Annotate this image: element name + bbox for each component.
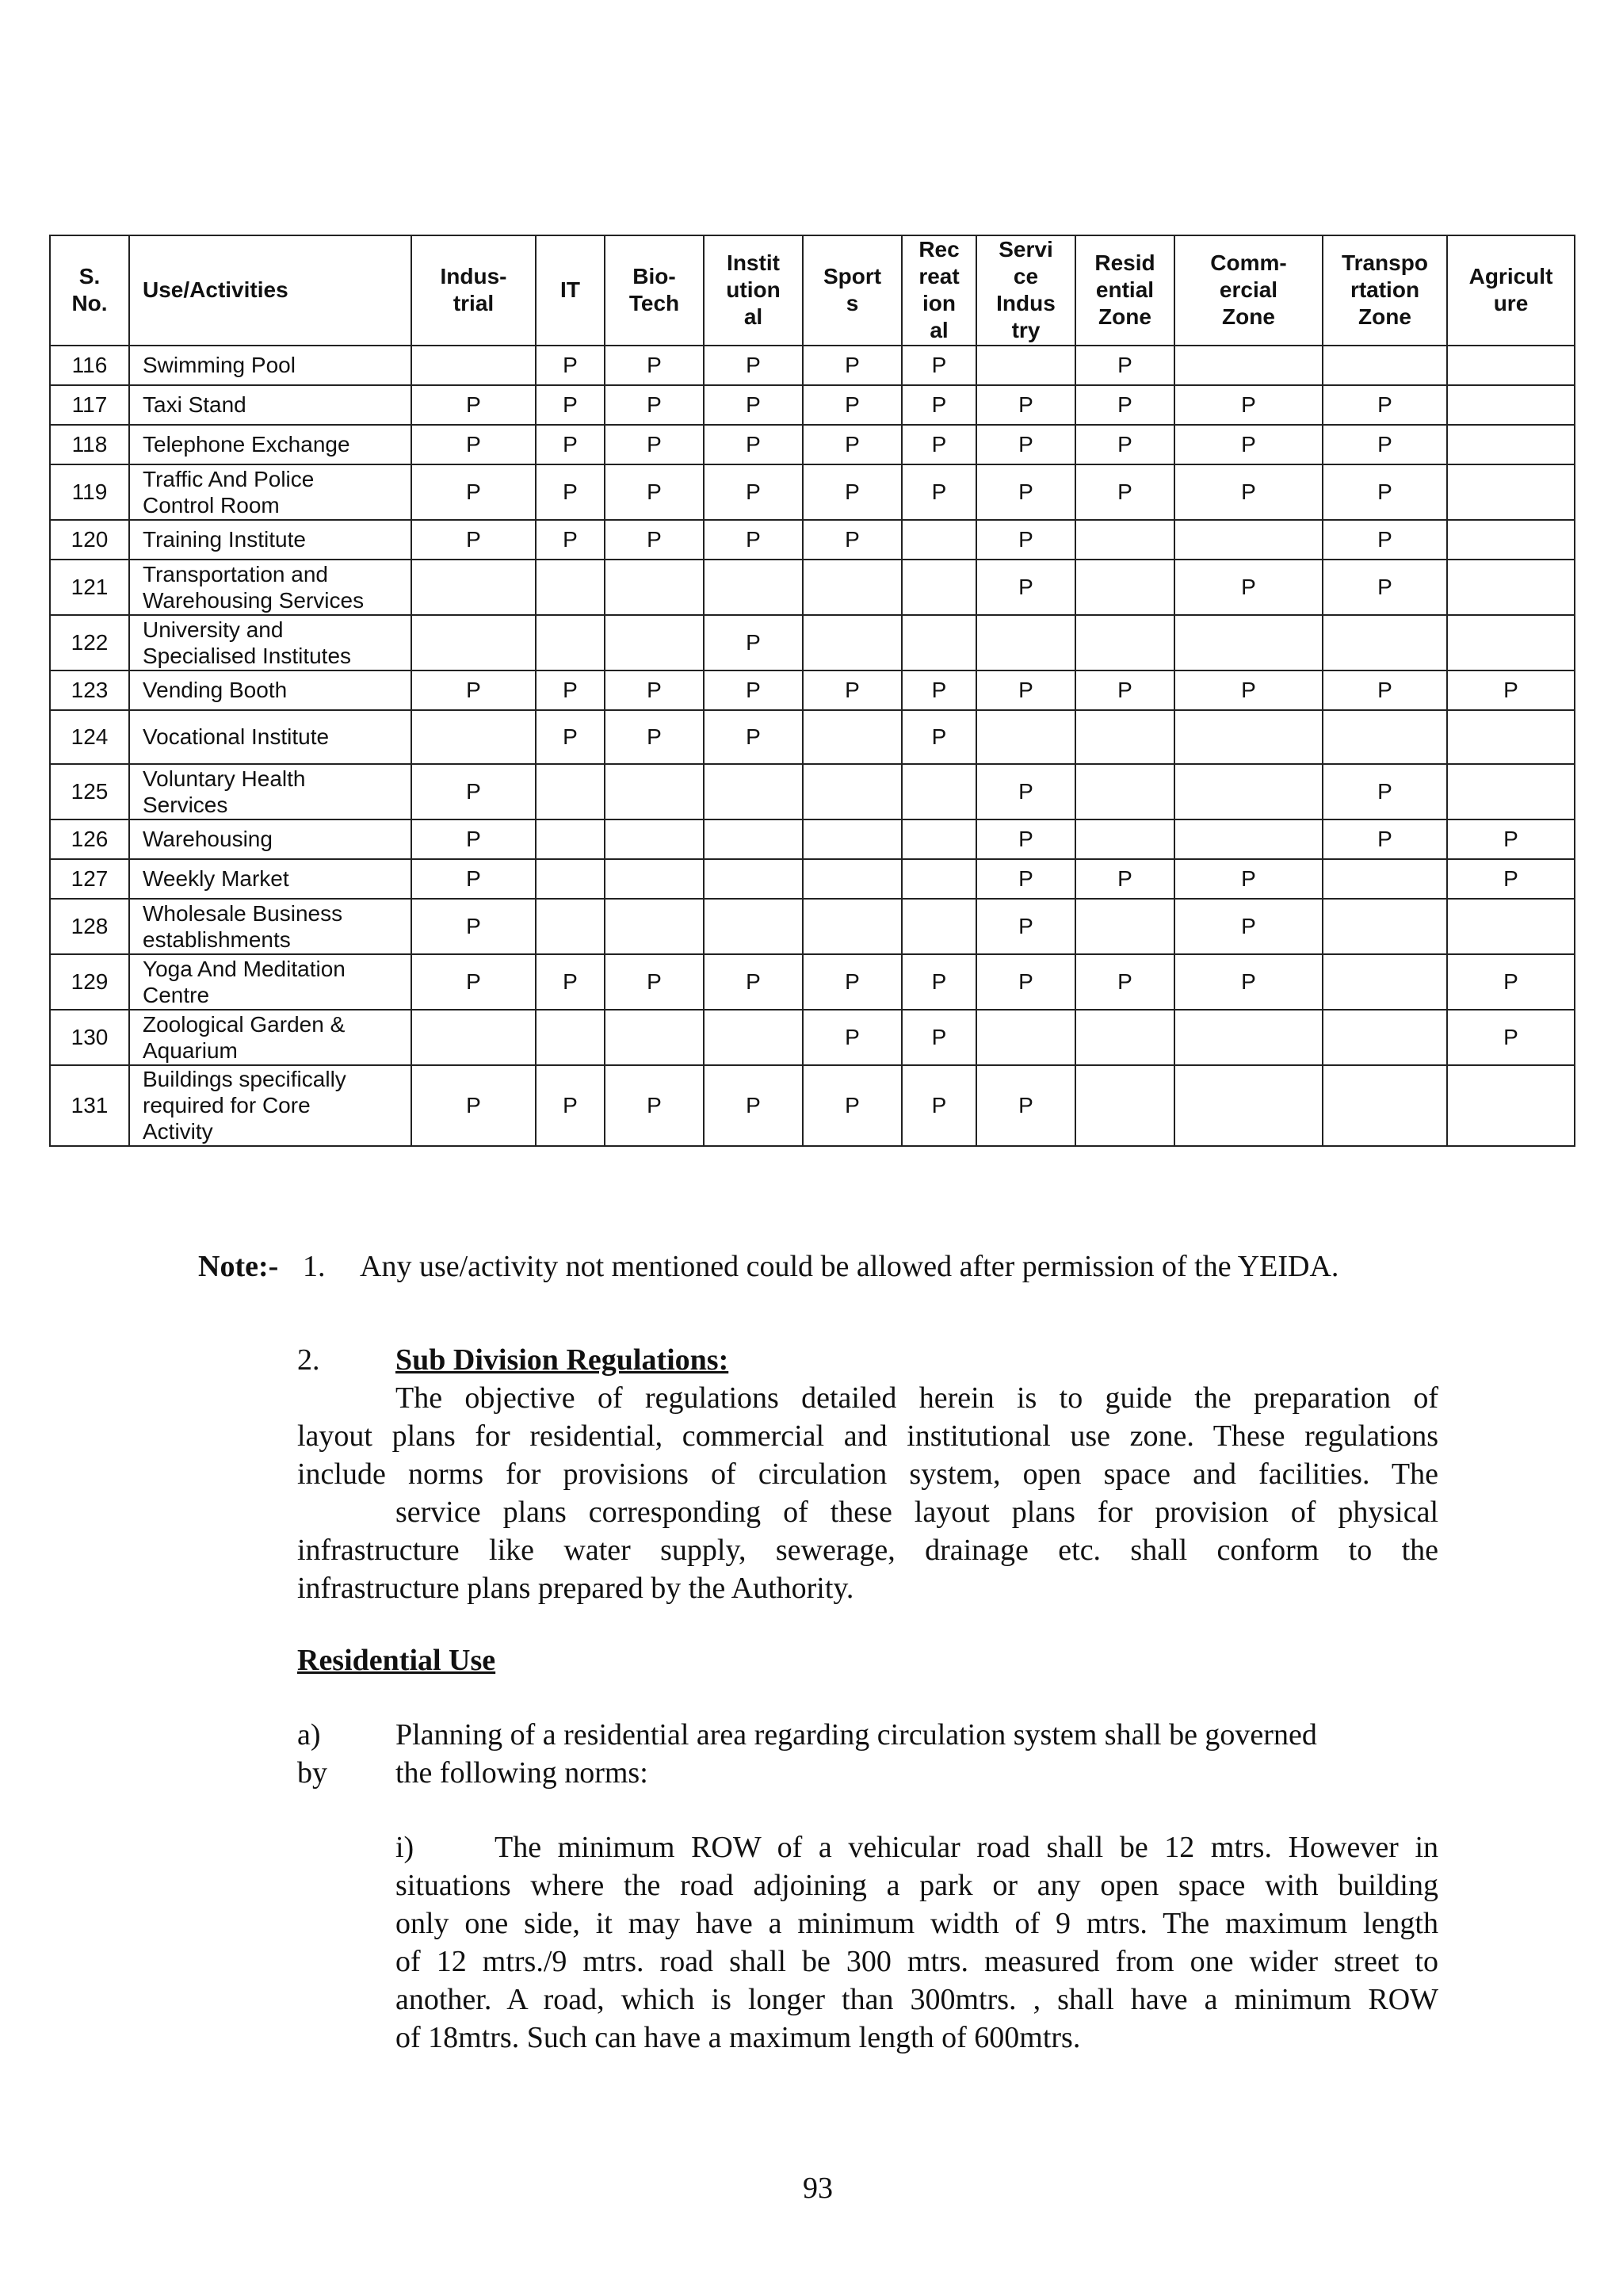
activity-cell: Training Institute <box>129 520 411 560</box>
paragraph-line: include norms for provisions of circulation system, open space and facilities. The <box>297 1457 1438 1491</box>
column-header: Bio- Tech <box>605 235 704 346</box>
permission-cell: P <box>605 464 704 520</box>
activity-cell: Voluntary Health Services <box>129 764 411 819</box>
permission-cell: P <box>803 464 902 520</box>
permission-cell: P <box>976 859 1075 899</box>
paragraph-line: infrastructure like water supply, sewerage, drainage etc. shall conform to the <box>297 1534 1438 1567</box>
permission-cell <box>1075 819 1174 859</box>
activity-cell: Warehousing <box>129 819 411 859</box>
permission-cell <box>803 819 902 859</box>
permission-cell: P <box>1174 670 1323 710</box>
permission-cell: P <box>803 670 902 710</box>
note-item-1-text: Any use/activity not mentioned could be allowed after permission of the YEIDA. <box>360 1250 1339 1283</box>
permission-cell: P <box>976 425 1075 464</box>
permission-cell: P <box>902 385 976 425</box>
permission-cell: P <box>1174 560 1323 615</box>
permission-cell: P <box>704 520 803 560</box>
column-header: Instit ution al <box>704 235 803 346</box>
activity-cell: Vending Booth <box>129 670 411 710</box>
activity-cell: Buildings specifically required for Core Activity <box>129 1065 411 1146</box>
serial-number-cell: 119 <box>50 464 129 520</box>
permission-cell: P <box>902 1065 976 1146</box>
permission-cell: P <box>411 464 536 520</box>
activity-cell: Vocational Institute <box>129 710 411 764</box>
column-header: Use/Activities <box>129 235 411 346</box>
permission-cell: P <box>1174 464 1323 520</box>
permission-cell: P <box>605 425 704 464</box>
permission-cell <box>536 615 605 670</box>
activity-cell: Taxi Stand <box>129 385 411 425</box>
table-row <box>50 346 1575 385</box>
activity-cell: Zoological Garden & Aquarium <box>129 1010 411 1065</box>
permission-cell <box>902 899 976 954</box>
permission-cell: P <box>803 425 902 464</box>
permission-cell: P <box>902 1010 976 1065</box>
serial-number-cell: 131 <box>50 1065 129 1146</box>
permission-cell <box>1174 615 1323 670</box>
permission-cell <box>1323 710 1447 764</box>
serial-number-cell: 129 <box>50 954 129 1010</box>
permission-cell: P <box>976 560 1075 615</box>
activity-cell: Traffic And Police Control Room <box>129 464 411 520</box>
permission-cell: P <box>605 385 704 425</box>
table-row <box>50 560 1575 615</box>
permission-cell <box>803 615 902 670</box>
permission-cell: P <box>1447 819 1575 859</box>
permission-cell <box>1323 1065 1447 1146</box>
item-i-line: of 18mtrs. Such can have a maximum length of 600mtrs. <box>395 2021 1081 2054</box>
serial-number-cell: 120 <box>50 520 129 560</box>
permission-cell <box>902 520 976 560</box>
permission-cell: P <box>976 819 1075 859</box>
permission-cell <box>1174 819 1323 859</box>
item-i-line: of 12 mtrs./9 mtrs. road shall be 300 mtrs. measured from one wider street to <box>395 1945 1438 1978</box>
permission-cell <box>411 560 536 615</box>
permission-cell: P <box>1075 954 1174 1010</box>
item-a-label-continued: by <box>297 1756 327 1790</box>
column-header: Transpo rtation Zone <box>1323 235 1447 346</box>
paragraph-line: service plans corresponding of these layout plans for provision of physical <box>395 1496 1438 1529</box>
table-row <box>50 859 1575 899</box>
permission-cell: P <box>803 520 902 560</box>
permission-cell: P <box>902 346 976 385</box>
serial-number-cell: 124 <box>50 710 129 764</box>
page-number: 93 <box>803 2172 833 2205</box>
item-i-line: situations where the road adjoining a park or any open space with building <box>395 1869 1438 1902</box>
table-row <box>50 385 1575 425</box>
permission-cell <box>976 615 1075 670</box>
permission-cell <box>1323 954 1447 1010</box>
permission-cell: P <box>1447 1010 1575 1065</box>
item-i-line: only one side, it may have a minimum width of 9 mtrs. The maximum length <box>395 1907 1438 1940</box>
permission-cell: P <box>411 954 536 1010</box>
permission-cell <box>704 1010 803 1065</box>
permission-cell <box>704 859 803 899</box>
permission-cell <box>536 899 605 954</box>
permission-cell: P <box>902 425 976 464</box>
permission-cell: P <box>1323 819 1447 859</box>
table-row <box>50 1065 1575 1146</box>
permission-cell: P <box>1075 425 1174 464</box>
permission-cell: P <box>704 615 803 670</box>
permission-cell <box>411 1010 536 1065</box>
permission-cell <box>902 764 976 819</box>
item-a-label: a) <box>297 1718 321 1752</box>
item-i-line: The minimum ROW of a vehicular road shall be 12 mtrs. However in <box>495 1831 1438 1864</box>
permission-cell: P <box>704 670 803 710</box>
permission-cell <box>605 819 704 859</box>
activity-cell: Transportation and Warehousing Services <box>129 560 411 615</box>
activity-cell: Swimming Pool <box>129 346 411 385</box>
permission-cell <box>1174 1065 1323 1146</box>
permission-cell: P <box>536 1065 605 1146</box>
permission-cell <box>1075 710 1174 764</box>
permission-cell: P <box>1174 425 1323 464</box>
table-row <box>50 670 1575 710</box>
permission-cell: P <box>411 1065 536 1146</box>
permission-cell: P <box>1075 670 1174 710</box>
permission-cell <box>1447 764 1575 819</box>
permission-cell: P <box>1075 385 1174 425</box>
permission-cell: P <box>605 346 704 385</box>
serial-number-cell: 122 <box>50 615 129 670</box>
column-header: IT <box>536 235 605 346</box>
permission-cell: P <box>1174 899 1323 954</box>
table-row <box>50 764 1575 819</box>
permission-cell: P <box>536 670 605 710</box>
permission-cell <box>1174 346 1323 385</box>
permission-cell: P <box>1323 560 1447 615</box>
permission-cell: P <box>1174 954 1323 1010</box>
table-row <box>50 464 1575 520</box>
permission-cell <box>536 764 605 819</box>
permission-cell <box>605 764 704 819</box>
table-row <box>50 899 1575 954</box>
permission-cell <box>1075 1065 1174 1146</box>
permission-cell: P <box>704 464 803 520</box>
permission-cell <box>1075 520 1174 560</box>
permission-cell <box>1174 710 1323 764</box>
permission-cell <box>902 859 976 899</box>
sub-division-heading: Sub Division Regulations: <box>395 1343 729 1377</box>
permission-cell: P <box>704 710 803 764</box>
permission-cell: P <box>1323 670 1447 710</box>
permission-cell <box>704 764 803 819</box>
permission-cell: P <box>1174 385 1323 425</box>
permission-cell <box>1323 899 1447 954</box>
permission-cell: P <box>1323 464 1447 520</box>
permission-cell: P <box>1323 425 1447 464</box>
column-header: Indus- trial <box>411 235 536 346</box>
permission-cell: P <box>1447 859 1575 899</box>
paragraph-line: infrastructure plans prepared by the Authority. <box>297 1572 854 1605</box>
permission-cell: P <box>976 464 1075 520</box>
permission-cell: P <box>704 346 803 385</box>
permission-cell <box>1075 615 1174 670</box>
permission-cell: P <box>605 670 704 710</box>
permission-cell <box>803 560 902 615</box>
permission-cell <box>803 764 902 819</box>
permission-cell: P <box>704 954 803 1010</box>
column-header: Resid ential Zone <box>1075 235 1174 346</box>
permission-cell <box>803 899 902 954</box>
paragraph-line: The objective of regulations detailed herein is to guide the preparation of <box>395 1381 1438 1415</box>
permission-cell: P <box>411 670 536 710</box>
permission-cell <box>605 560 704 615</box>
permission-cell <box>1447 560 1575 615</box>
permission-cell <box>1075 764 1174 819</box>
permission-cell: P <box>1447 954 1575 1010</box>
permission-cell: P <box>803 346 902 385</box>
serial-number-cell: 116 <box>50 346 129 385</box>
activity-cell: Wholesale Business establishments <box>129 899 411 954</box>
permission-cell: P <box>976 764 1075 819</box>
serial-number-cell: 128 <box>50 899 129 954</box>
permission-cell <box>1323 1010 1447 1065</box>
activity-cell: Weekly Market <box>129 859 411 899</box>
permission-cell: P <box>536 520 605 560</box>
activity-cell: Yoga And Meditation Centre <box>129 954 411 1010</box>
permission-cell: P <box>605 954 704 1010</box>
permission-cell: P <box>976 1065 1075 1146</box>
permission-cell <box>605 859 704 899</box>
permission-cell <box>411 710 536 764</box>
table-row <box>50 615 1575 670</box>
permission-cell: P <box>976 670 1075 710</box>
permission-cell <box>1075 1010 1174 1065</box>
permission-cell: P <box>1323 385 1447 425</box>
permission-cell <box>902 819 976 859</box>
permission-cell <box>704 899 803 954</box>
permission-cell <box>1447 710 1575 764</box>
table-row <box>50 819 1575 859</box>
table-header-row <box>50 235 1575 346</box>
permission-cell: P <box>536 464 605 520</box>
permission-cell: P <box>1075 464 1174 520</box>
item-a-line: Planning of a residential area regarding circulation system shall be governed <box>395 1718 1317 1752</box>
permission-cell <box>1447 520 1575 560</box>
permission-cell <box>1174 520 1323 560</box>
permission-cell <box>536 1010 605 1065</box>
permission-cell <box>411 346 536 385</box>
column-header: Servi ce Indus try <box>976 235 1075 346</box>
permission-cell: P <box>1447 670 1575 710</box>
permission-cell: P <box>536 710 605 764</box>
permission-cell: P <box>536 954 605 1010</box>
permission-cell: P <box>411 859 536 899</box>
activity-cell: Telephone Exchange <box>129 425 411 464</box>
permission-cell <box>1447 899 1575 954</box>
permission-cell: P <box>902 954 976 1010</box>
permission-cell <box>536 819 605 859</box>
column-header: S. No. <box>50 235 129 346</box>
permission-cell: P <box>704 425 803 464</box>
permission-cell: P <box>1075 346 1174 385</box>
permission-cell: P <box>536 346 605 385</box>
permission-cell <box>1075 899 1174 954</box>
permission-cell <box>605 1010 704 1065</box>
permission-cell <box>976 710 1075 764</box>
permission-cell: P <box>704 385 803 425</box>
permission-cell: P <box>1323 520 1447 560</box>
permission-cell <box>1447 346 1575 385</box>
permission-cell: P <box>605 710 704 764</box>
permission-cell: P <box>902 710 976 764</box>
table-body <box>50 346 1575 1146</box>
column-header: Comm- ercial Zone <box>1174 235 1323 346</box>
note-label: Note:- <box>198 1250 279 1283</box>
serial-number-cell: 130 <box>50 1010 129 1065</box>
permission-cell <box>976 346 1075 385</box>
permission-cell <box>902 560 976 615</box>
permission-cell <box>411 615 536 670</box>
paragraph-line: layout plans for residential, commercial and institutional use zone. These regulations <box>297 1419 1438 1453</box>
permission-cell <box>605 615 704 670</box>
permission-cell <box>976 1010 1075 1065</box>
permission-cell: P <box>1174 859 1323 899</box>
table-row <box>50 710 1575 764</box>
permission-cell <box>803 710 902 764</box>
column-header: Sport s <box>803 235 902 346</box>
permission-cell <box>536 859 605 899</box>
permission-cell <box>1447 464 1575 520</box>
residential-use-heading: Residential Use <box>297 1644 496 1677</box>
item-i-line: another. A road, which is longer than 300mtrs. , shall have a minimum ROW <box>395 1983 1438 2016</box>
permission-cell <box>803 859 902 899</box>
serial-number-cell: 125 <box>50 764 129 819</box>
permission-cell: P <box>605 1065 704 1146</box>
permission-cell <box>1447 385 1575 425</box>
item-a-line: the following norms: <box>395 1756 648 1790</box>
permission-cell: P <box>536 385 605 425</box>
permission-cell <box>1447 615 1575 670</box>
permission-cell: P <box>411 385 536 425</box>
permission-cell <box>1323 346 1447 385</box>
permission-cell: P <box>803 385 902 425</box>
land-use-permission-table <box>49 235 1575 1147</box>
permission-cell: P <box>411 764 536 819</box>
permission-cell: P <box>1323 764 1447 819</box>
serial-number-cell: 123 <box>50 670 129 710</box>
column-header: Rec reat ion al <box>902 235 976 346</box>
permission-cell: P <box>411 899 536 954</box>
table-row <box>50 425 1575 464</box>
permission-cell: P <box>803 954 902 1010</box>
permission-cell: P <box>605 520 704 560</box>
permission-cell <box>704 560 803 615</box>
serial-number-cell: 126 <box>50 819 129 859</box>
permission-cell <box>1075 560 1174 615</box>
table-row <box>50 954 1575 1010</box>
serial-number-cell: 117 <box>50 385 129 425</box>
permission-cell <box>1323 615 1447 670</box>
permission-cell <box>1447 1065 1575 1146</box>
permission-cell: P <box>976 385 1075 425</box>
permission-cell <box>1447 425 1575 464</box>
permission-cell: P <box>411 520 536 560</box>
permission-cell: P <box>704 1065 803 1146</box>
permission-cell: P <box>411 819 536 859</box>
column-header: Agricult ure <box>1447 235 1575 346</box>
permission-cell: P <box>1075 859 1174 899</box>
table-row <box>50 1010 1575 1065</box>
permission-cell: P <box>902 670 976 710</box>
item-i-label: i) <box>395 1831 414 1864</box>
permission-cell: P <box>976 899 1075 954</box>
note-item-1-number: 1. <box>303 1250 326 1283</box>
permission-cell <box>605 899 704 954</box>
permission-cell: P <box>976 954 1075 1010</box>
permission-cell <box>902 615 976 670</box>
permission-cell: P <box>902 464 976 520</box>
table-row <box>50 520 1575 560</box>
permission-cell: P <box>411 425 536 464</box>
permission-cell <box>1174 1010 1323 1065</box>
note-item-2-number: 2. <box>297 1343 320 1377</box>
serial-number-cell: 121 <box>50 560 129 615</box>
permission-cell: P <box>536 425 605 464</box>
serial-number-cell: 127 <box>50 859 129 899</box>
permission-cell <box>704 819 803 859</box>
permission-cell: P <box>803 1065 902 1146</box>
permission-cell <box>536 560 605 615</box>
serial-number-cell: 118 <box>50 425 129 464</box>
permission-cell: P <box>976 520 1075 560</box>
activity-cell: University and Specialised Institutes <box>129 615 411 670</box>
permission-cell: P <box>803 1010 902 1065</box>
permission-cell <box>1174 764 1323 819</box>
permission-cell <box>1323 859 1447 899</box>
